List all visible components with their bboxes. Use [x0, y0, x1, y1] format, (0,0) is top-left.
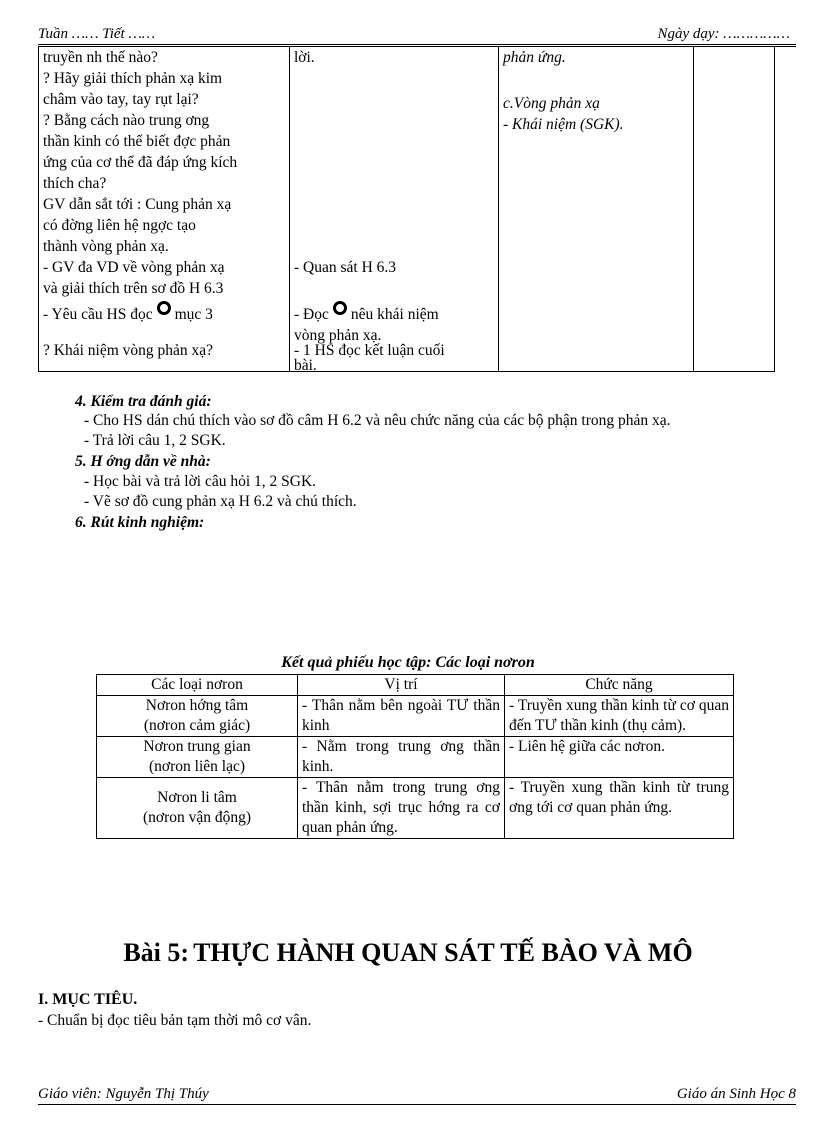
- spacer: [503, 68, 689, 89]
- neuron-type-cell: [97, 696, 298, 737]
- activity-table: [38, 46, 775, 372]
- circle-symbol-icon: [333, 301, 347, 315]
- text-line: thần kinh có thể biết đợc phản: [43, 133, 231, 150]
- text-line: thành vòng phản xạ.: [43, 238, 169, 255]
- text-fragment: nêu khái niệm: [350, 306, 439, 323]
- text-fragment: mục 3: [174, 306, 213, 323]
- text-line: có đờng liên hệ ngợc tạo: [43, 217, 196, 234]
- spacer: [294, 68, 494, 89]
- text-line: (nơron vận động): [142, 809, 252, 826]
- objectives-heading: I. MỤC TIÊU.: [38, 991, 138, 1008]
- text-line: bài.: [294, 357, 317, 371]
- content-cell: [499, 47, 694, 372]
- table-row: [97, 737, 734, 778]
- text-line: (nơron liên lạc): [149, 758, 245, 775]
- spacer: [294, 89, 494, 110]
- table-row: [97, 778, 734, 839]
- section-heading: [75, 392, 212, 412]
- text-line: [43, 301, 285, 325]
- circle-symbol-icon: [157, 301, 171, 315]
- list-item: - Trả lời câu 1, 2 SGK.: [84, 432, 226, 449]
- spacer: [294, 110, 494, 131]
- heading-text: 6. Rút kinh nghiệm:: [75, 514, 205, 531]
- teacher-activity-cell: [39, 47, 290, 372]
- table-row: [39, 47, 775, 372]
- heading-text: 5. H ớng dẫn về nhà:: [75, 453, 211, 470]
- text-line: ứng của cơ thể đã đáp ứng kích: [43, 154, 238, 171]
- spacer: [294, 215, 494, 236]
- text-line: ? Bằng cách nào trung ơng: [43, 112, 210, 129]
- footer-subject: Giáo án Sinh Học 8: [676, 1086, 796, 1102]
- lesson-number: Bài 5:: [123, 938, 190, 967]
- text-line: - 1 HS đọc kết luận cuối: [294, 342, 445, 359]
- worksheet-title: Kết quả phiếu học tập: Các loại nơron: [281, 654, 535, 671]
- text-line: (nơron cảm giác): [143, 717, 251, 734]
- neuron-table: [96, 674, 734, 839]
- column-header: Vị trí: [298, 675, 505, 696]
- text-line: - Quan sát H 6.3: [294, 259, 397, 276]
- header-week-period: Tuần …… Tiết ……: [38, 26, 156, 42]
- function-cell: - Liên hệ giữa các nơron.: [505, 737, 734, 778]
- spacer: [294, 173, 494, 194]
- table-header-row: [97, 675, 734, 696]
- list-item: - Cho HS dán chú thích vào sơ đồ câm H 6.2 và nêu chức năng của các bộ phận trong phản xạ.: [84, 412, 671, 429]
- notes-cell: [694, 47, 775, 372]
- text-line: [294, 301, 494, 325]
- text-line: ? Khái niệm vòng phản xạ?: [43, 342, 214, 359]
- spacer: [294, 236, 494, 257]
- list-item: - Học bài và trả lời câu hỏi 1, 2 SGK.: [84, 473, 317, 490]
- text-line: - Khái niệm (SGK).: [503, 116, 624, 133]
- text-fragment: - Đọc: [294, 306, 329, 323]
- page-footer: [38, 1086, 796, 1105]
- text-fragment: - Yêu cầu HS đọc: [43, 306, 153, 323]
- text-line: lời.: [294, 49, 315, 66]
- text-line: GV dẫn sắt tới : Cung phản xạ: [43, 196, 232, 213]
- text-line: truyền nh thế nào?: [43, 49, 158, 66]
- text-line: Nơron li tâm: [157, 789, 237, 806]
- column-header: Các loại nơron: [97, 675, 298, 696]
- spacer: [294, 278, 494, 299]
- header-teaching-date: Ngày dạy: ……………: [657, 26, 790, 42]
- text-line: ? Hãy giải thích phản xạ kim: [43, 70, 223, 87]
- footer-teacher: Giáo viên: Nguyễn Thị Thúy: [38, 1086, 209, 1102]
- spacer: [294, 131, 494, 152]
- function-cell: - Truyền xung thần kinh từ cơ quan đến TƯ thần kinh (thụ cảm).: [505, 696, 734, 737]
- table-row: [97, 696, 734, 737]
- lesson-title: [0, 938, 816, 968]
- section-heading: [75, 513, 204, 533]
- student-activity-cell: [290, 47, 499, 372]
- spacer: [294, 194, 494, 215]
- section-heading: [75, 452, 211, 472]
- text-line: thích cha?: [43, 175, 107, 192]
- text-line: Nơron hớng tâm: [145, 697, 249, 714]
- position-cell: - Nằm trong trung ơng thần kinh.: [298, 737, 505, 778]
- spacer: [294, 152, 494, 173]
- text-line: và giải thích trên sơ đồ H 6.3: [43, 280, 224, 297]
- function-cell: - Truyền xung thần kinh từ trung ơng tới cơ quan phản ứng.: [505, 778, 734, 839]
- text-line: c.Vòng phản xạ: [503, 95, 600, 112]
- list-item: - Vẽ sơ đồ cung phản xạ H 6.2 và chú thích.: [84, 493, 357, 510]
- text-line: châm vào tay, tay rụt lại?: [43, 91, 199, 108]
- text-line: phản ứng.: [503, 49, 566, 66]
- neuron-type-cell: [97, 778, 298, 839]
- column-header: Chức năng: [505, 675, 734, 696]
- objective-item: - Chuẩn bị đọc tiêu bản tạm thời mô cơ vân.: [38, 1012, 312, 1029]
- text-line: vòng phản xạ.: [294, 327, 382, 344]
- page-header: [38, 26, 796, 45]
- text-line: - GV đa VD về vòng phản xạ: [43, 259, 225, 276]
- position-cell: - Thân nằm bên ngoài TƯ thần kinh: [298, 696, 505, 737]
- text-line: Nơron trung gian: [143, 738, 251, 755]
- neuron-type-cell: [97, 737, 298, 778]
- position-cell: - Thân nằm trong trung ơng thần kinh, sợi trục hớng ra cơ quan phản ứng.: [298, 778, 505, 839]
- heading-text: 4. Kiểm tra đánh giá:: [75, 393, 212, 410]
- lesson-name: THỰC HÀNH QUAN SÁT TẾ BÀO VÀ MÔ: [193, 938, 693, 967]
